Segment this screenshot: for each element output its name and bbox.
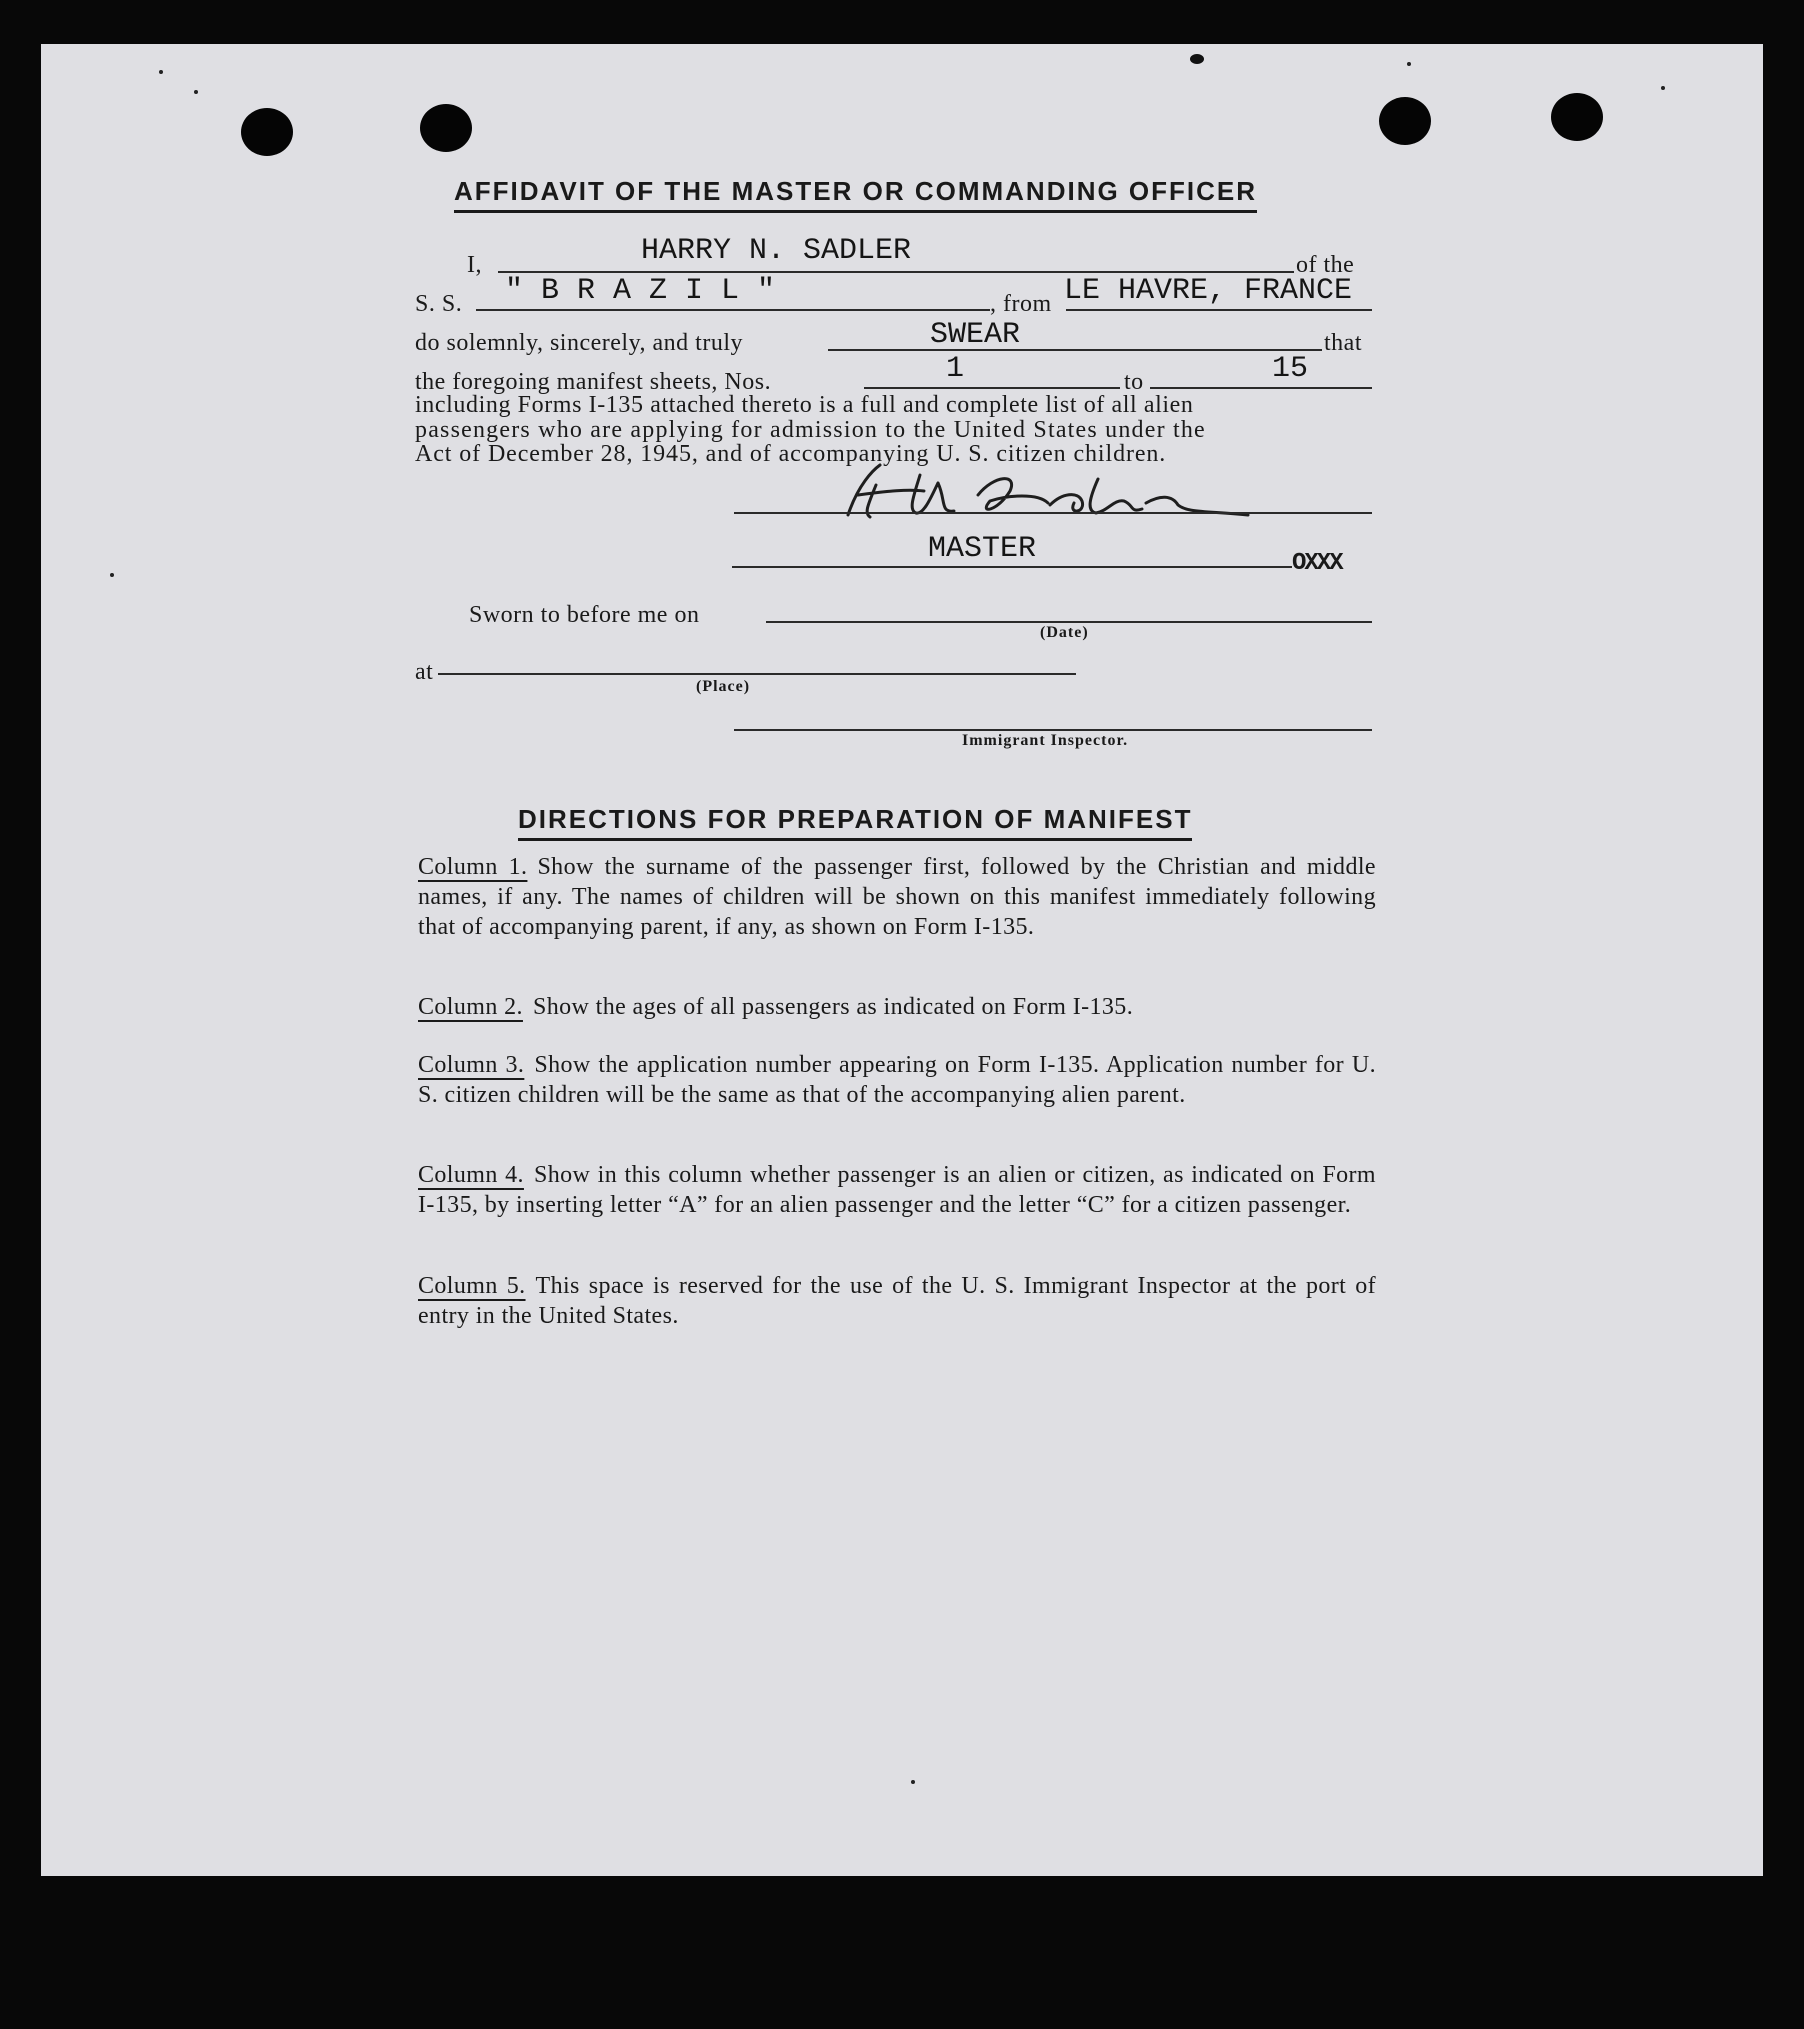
sheet-from-line [864, 387, 1120, 389]
sheet-from: 1 [946, 352, 965, 386]
column-5-direction [418, 1271, 1376, 1331]
oath-word: SWEAR [930, 318, 1021, 352]
title-line [732, 566, 1292, 568]
speck [911, 1780, 915, 1784]
title-suffix: OXXX [1292, 550, 1342, 577]
column-label: Column 3. [418, 1052, 525, 1078]
column-1-direction [418, 852, 1376, 942]
speck [194, 90, 198, 94]
affidavit-text-line: Act of December 28, 1945, and of accompanying U. S. citizen children. [415, 441, 1167, 467]
inspector-caption: Immigrant Inspector. [962, 732, 1129, 749]
column-4-direction [418, 1160, 1376, 1220]
affidavit-i-label: I, [467, 252, 482, 278]
column-3-direction [418, 1050, 1376, 1110]
place-line [438, 673, 1076, 675]
speck [1661, 86, 1665, 90]
master-name: HARRY N. SADLER [641, 234, 912, 268]
to-label: to [1124, 369, 1144, 395]
column-2-direction [418, 992, 1376, 1022]
punch-hole [1551, 93, 1603, 141]
column-label: Column 2. [418, 994, 523, 1020]
sworn-label: Sworn to before me on [469, 602, 700, 628]
at-label: at [415, 659, 434, 685]
speck [1407, 62, 1411, 66]
document-page [41, 44, 1763, 1876]
speck [159, 70, 163, 74]
ship-name: " B R A Z I L " [505, 274, 776, 308]
column-label: Column 1. [418, 854, 528, 880]
master-title: MASTER [928, 532, 1037, 566]
speck [1190, 54, 1204, 64]
column-label: Column 5. [418, 1273, 526, 1299]
column-text: Show in this column whether passenger is an alien or citizen, as indicated on Form I-135, by inserting letter “A” for an alien passenger and the letter “C” for a citizen passenger. [418, 1162, 1376, 1218]
solemnly-label: do solemnly, sincerely, and truly [415, 330, 743, 356]
directions-heading: DIRECTIONS FOR PREPARATION OF MANIFEST [518, 804, 1192, 841]
punch-hole [1379, 97, 1431, 145]
inspector-line [734, 729, 1372, 731]
master-signature [828, 455, 1278, 527]
departure-port: LE HAVRE, FRANCE [1064, 274, 1353, 308]
signature-line [734, 512, 1372, 514]
punch-hole [241, 108, 293, 156]
port-line [1066, 309, 1372, 311]
affidavit-text-line: passengers who are applying for admission to the United States under the [415, 417, 1206, 443]
ship-name-line [476, 309, 990, 311]
punch-hole [420, 104, 472, 152]
place-caption: (Place) [696, 678, 751, 695]
column-text: Show the surname of the passenger first, followed by the Christian and middle names, if any. The names of children will be shown on this manifest immediately following that of accompanying parent, if any, as shown on Form I-135. [418, 854, 1376, 940]
column-text: Show the application number appearing on Form I-135. Application number for U. S. citizen children will be the same as that of the accompanying alien parent. [418, 1052, 1376, 1108]
column-label: Column 4. [418, 1162, 524, 1188]
date-caption: (Date) [1040, 624, 1089, 641]
column-text: This space is reserved for the use of the U. S. Immigrant Inspector at the port of entry in the United States. [418, 1273, 1376, 1329]
sheet-to-line [1150, 387, 1372, 389]
affidavit-text-line: including Forms I-135 attached thereto is a full and complete list of all alien [415, 392, 1194, 418]
that-label: that [1324, 330, 1362, 356]
date-line [766, 621, 1372, 623]
of-the-label: of the [1296, 252, 1355, 278]
column-text: Show the ages of all passengers as indicated on Form I-135. [532, 994, 1134, 1020]
sheet-to: 15 [1272, 352, 1309, 386]
oath-line [828, 349, 1322, 351]
from-label: , from [990, 291, 1052, 317]
master-name-line [498, 271, 1294, 273]
affidavit-heading: AFFIDAVIT OF THE MASTER OR COMMANDING OFFICER [454, 176, 1257, 213]
ship-label: S. S. [415, 291, 463, 317]
speck [110, 573, 114, 577]
sheets-label: the foregoing manifest sheets, Nos. [415, 369, 772, 395]
